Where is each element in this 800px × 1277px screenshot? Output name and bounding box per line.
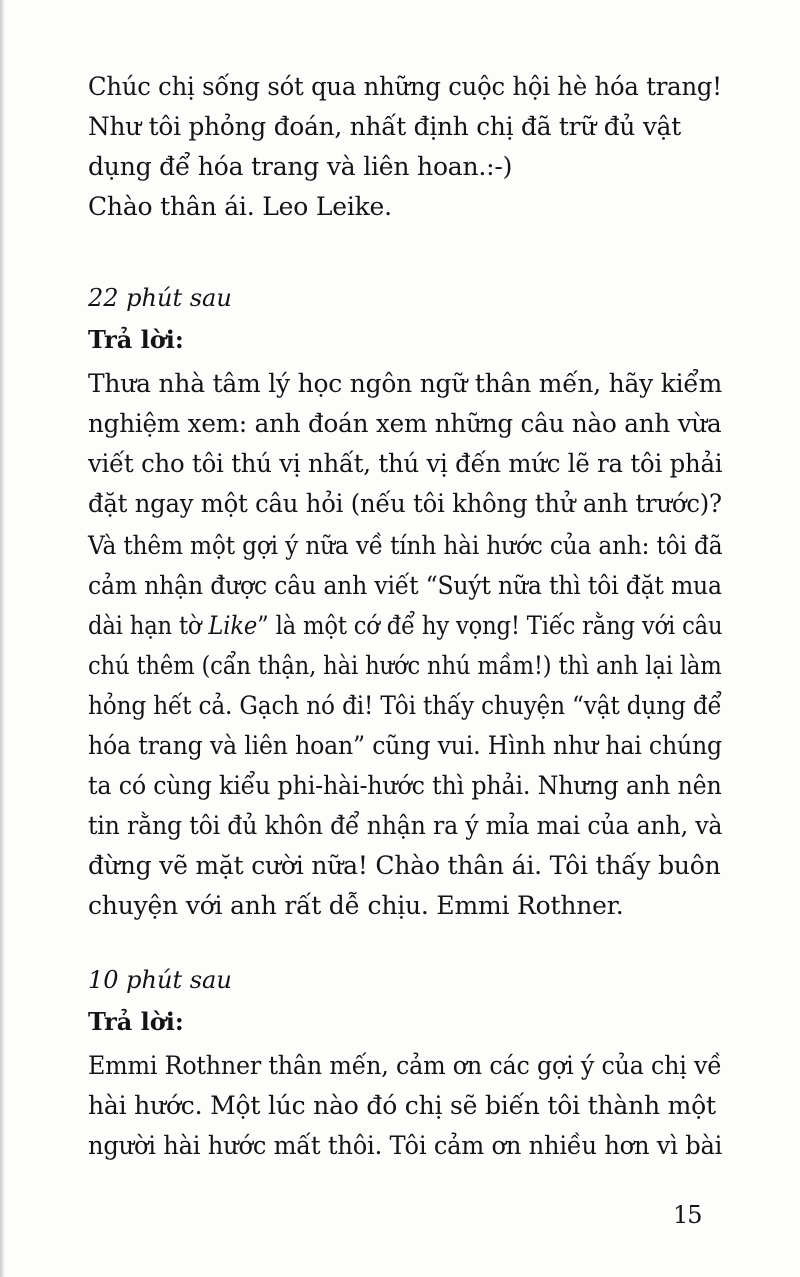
timestamp-heading: 10 phút sau [88, 966, 232, 994]
text-line: Thưa nhà tâm lý học ngôn ngữ thân mến, hãy kiểm [88, 369, 722, 398]
text-line: nghiệm xem: anh đoán xem những câu nào anh vừa [88, 409, 722, 438]
text-line: hỏng hết cả. Gạch nó đi! Tôi thấy chuyện “vật dụng để [88, 691, 722, 720]
text-line: chuyện với anh rất dễ chịu. Emmi Rothner. [88, 891, 624, 920]
text-line: cảm nhận được câu anh viết “Suýt nữa thì tôi đặt mua [88, 571, 722, 600]
text-segment: dài hạn tờ [88, 611, 209, 640]
page-number: 15 [673, 1201, 702, 1229]
magazine-title: Like [208, 611, 258, 640]
text-line: ta có cùng kiểu phi-hài-hước thì phải. Nhưng anh nên [88, 771, 722, 800]
text-line: dụng để hóa trang và liên hoan.:-) [88, 152, 513, 181]
text-line: chú thêm (cẩn thận, hài hước nhú mầm!) thì anh lại làm [88, 651, 722, 680]
text-line: hóa trang và liên hoan” cũng vui. Hình như hai chúng [88, 731, 722, 760]
text-line: Như tôi phỏng đoán, nhất định chị đã trữ đủ vật [88, 112, 681, 141]
text-line: Chào thân ái. Leo Leike. [88, 192, 392, 221]
text-line: Emmi Rothner thân mến, cảm ơn các gợi ý của chị về [88, 1051, 722, 1080]
text-line: Chúc chị sống sót qua những cuộc hội hè hóa trang! [88, 72, 722, 101]
text-line [88, 610, 722, 642]
page-binding-edge [0, 0, 5, 1277]
text-line: viết cho tôi thú vị nhất, thú vị đến mức lẽ ra tôi phải [88, 449, 723, 478]
text-line: Và thêm một gợi ý nữa về tính hài hước của anh: tôi đã [88, 531, 723, 560]
reply-label: Trả lời: [88, 325, 184, 354]
text-line: tin rằng tôi đủ khôn để nhận ra ý mỉa mai của anh, và [88, 811, 723, 840]
reply-label: Trả lời: [88, 1007, 184, 1036]
text-line: đừng vẽ mặt cười nữa! Chào thân ái. Tôi thấy buôn [88, 851, 721, 880]
timestamp-heading: 22 phút sau [88, 284, 232, 312]
text-segment: ” là một cớ để hy vọng! Tiếc rằng với câu [257, 611, 723, 640]
text-line: người hài hước mất thôi. Tôi cảm ơn nhiều hơn vì bài [88, 1131, 723, 1160]
text-line: đặt ngay một câu hỏi (nếu tôi không thử anh trước)? [88, 489, 722, 518]
text-line: hài hước. Một lúc nào đó chị sẽ biến tôi thành một [88, 1091, 716, 1120]
